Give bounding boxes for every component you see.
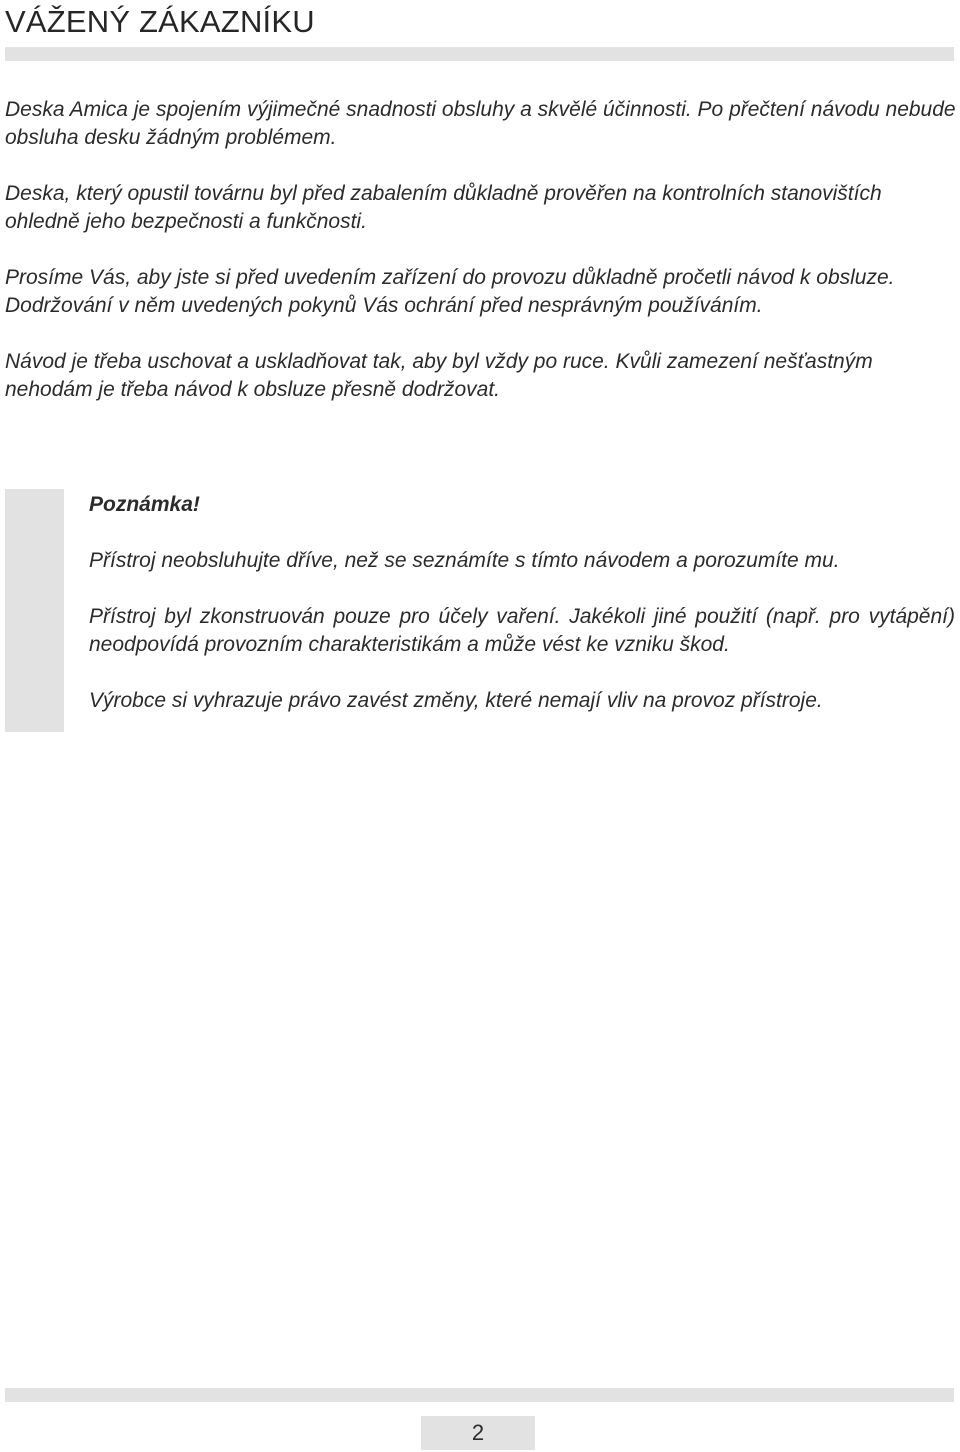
intro-paragraph-3: Prosíme Vás, aby jste si před uvedením zařízení do provozu důkladně pročetli návod k obsluze. Dodržování v něm uvedených pokynů Vás ochrání před nesprávným používáním.	[5, 266, 895, 317]
note-side-bar	[5, 489, 64, 732]
intro-paragraph-2: Deska, který opustil továrnu byl před zabalením důkladně prověřen na kontrolních stanovištích ohledně jeho bezpečnosti a funkčnosti.	[5, 182, 882, 233]
note-paragraph-1: Přístroj neobsluhujte dříve, než se seznámíte s tímto návodem a porozumíte mu.	[89, 549, 840, 572]
page-number: 2	[421, 1416, 535, 1450]
intro-paragraph-1: Deska Amica je spojením výjimečné snadnosti obsluhy a skvělé účinnosti. Po přečtení návodu nebude obsluha desku žádným problémem.	[5, 98, 956, 149]
note-section	[89, 491, 955, 743]
note-title: Poznámka!	[89, 493, 200, 516]
footer-divider	[5, 1388, 954, 1402]
note-paragraph-2: Přístroj byl zkonstruován pouze pro účely vaření. Jakékoli jiné použití (např. pro vytápění) neodpovídá provozním charakteristikám a může vést ke vzniku škod.	[89, 605, 955, 656]
page-title: VÁŽENÝ ZÁKAZNÍKU	[5, 4, 315, 39]
intro-paragraph-4: Návod je třeba uschovat a uskladňovat tak, aby byl vždy po ruce. Kvůli zamezení nešťastným nehodám je třeba návod k obsluze přesně dodržovat.	[5, 350, 873, 401]
intro-section	[5, 96, 957, 432]
note-paragraph-3: Výrobce si vyhrazuje právo zavést změny, které nemají vliv na provoz přístroje.	[89, 689, 823, 712]
header-divider	[5, 47, 954, 61]
